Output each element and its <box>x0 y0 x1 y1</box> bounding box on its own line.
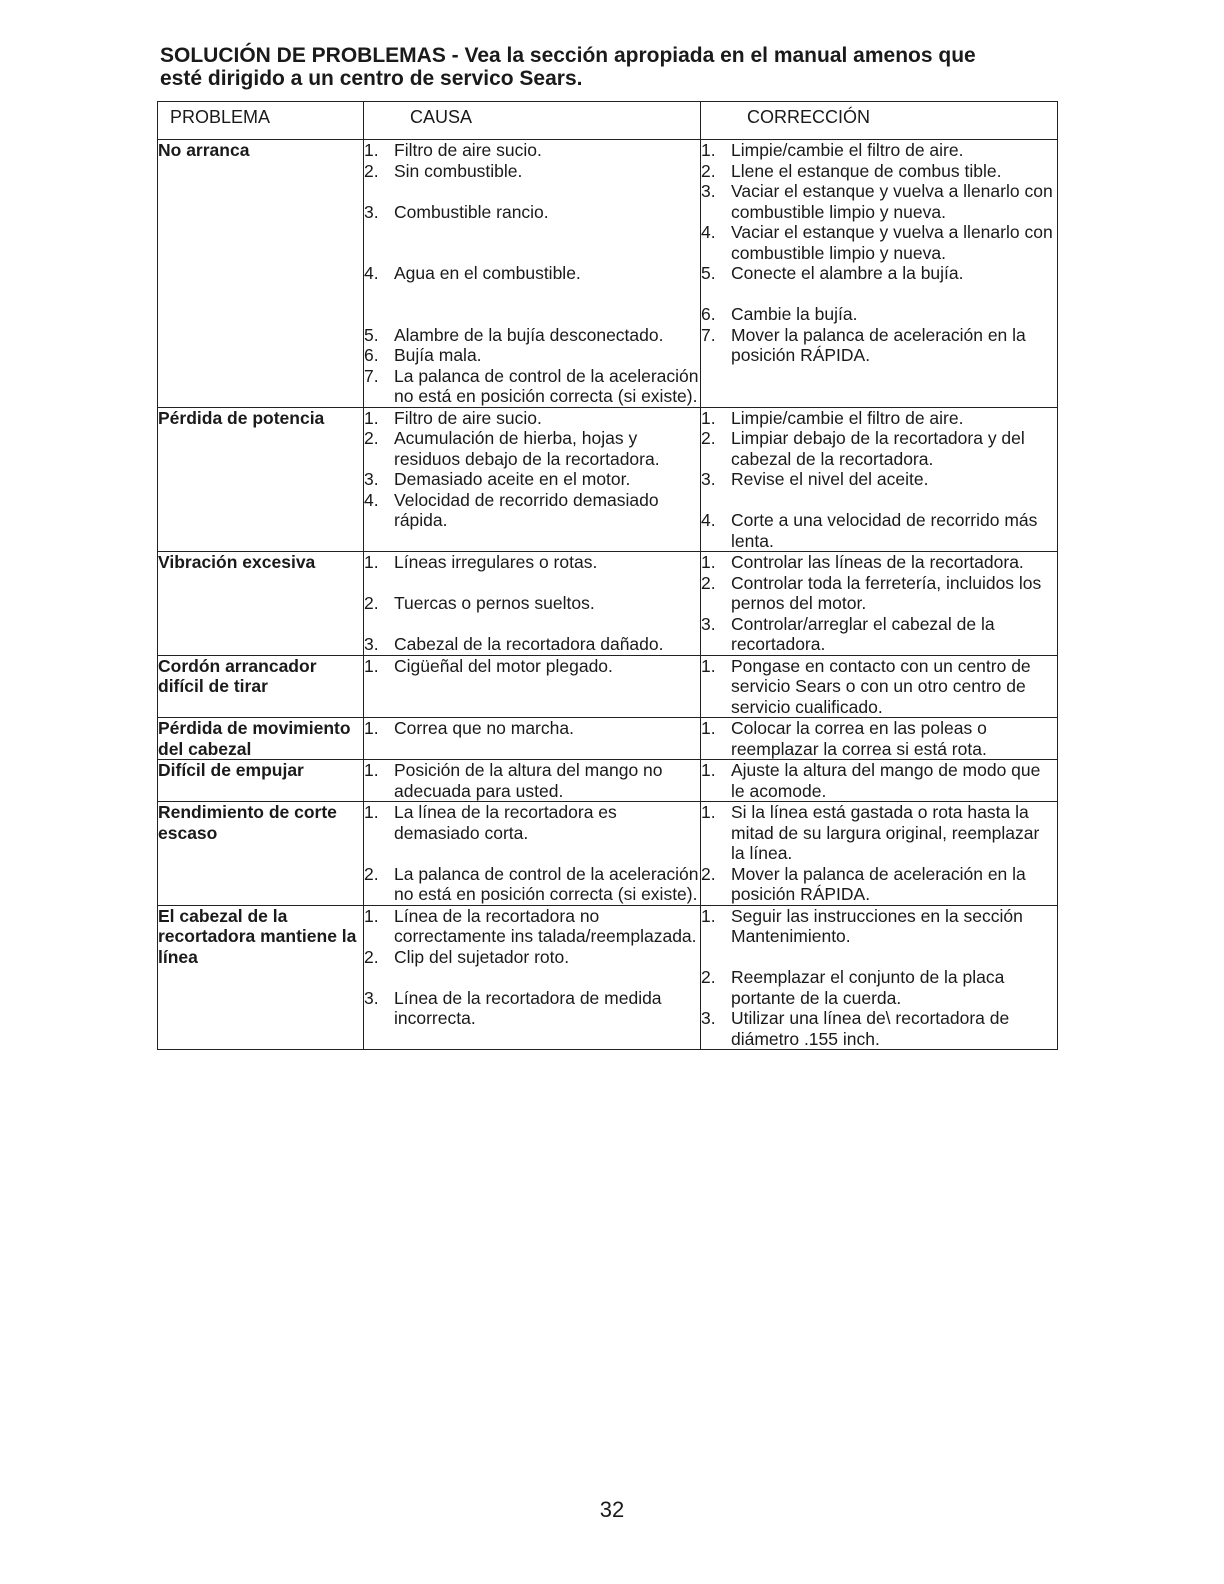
correction-item <box>701 222 1057 263</box>
cause-number: 1. <box>364 802 379 822</box>
table-row <box>158 718 1058 760</box>
cause-item <box>364 202 700 223</box>
problem-cell <box>158 655 364 718</box>
cause-item <box>364 552 700 573</box>
cause-text: Alambre de la bujía desconectado. <box>394 324 664 345</box>
correction-text: Corte a una velocidad de recorrido más lenta. <box>731 510 1038 551</box>
cause-number: 5. <box>364 324 379 345</box>
cause-number: 4. <box>364 489 379 510</box>
cause-item <box>364 161 700 182</box>
correction-cell <box>701 552 1058 656</box>
cause-text: Acumulación de hierba, hojas y residuos debajo de la recortadora. <box>394 428 660 469</box>
cause-number: 1. <box>364 905 379 926</box>
correction-text: Colocar la correa en las poleas o reemplazar la correa si está rota. <box>731 718 987 759</box>
cause-item <box>364 718 700 739</box>
correction-item <box>701 967 1057 1008</box>
page-heading <box>160 44 1060 90</box>
cause-number: 1. <box>364 140 379 160</box>
cause-cell <box>364 802 701 906</box>
cause-text: Correa que no marcha. <box>394 718 574 738</box>
correction-number: 2. <box>701 967 716 987</box>
cause-cell <box>364 655 701 718</box>
correction-text: Reemplazar el conjunto de la placa portante de la cuerda. <box>731 967 1005 1008</box>
cause-text: La línea de la recortadora es demasiado corta. <box>394 802 617 843</box>
correction-text: Controlar toda la ferretería, incluidos los pernos del motor. <box>731 572 1042 613</box>
correction-cell <box>701 407 1058 552</box>
cause-item <box>364 469 700 490</box>
cause-item <box>364 345 700 366</box>
correction-text: Controlar/arreglar el cabezal de la recortadora. <box>731 613 995 654</box>
correction-item <box>701 906 1057 947</box>
correction-item <box>701 325 1057 366</box>
cause-number: 1. <box>364 655 379 676</box>
cause-number: 4. <box>364 263 379 283</box>
troubleshooting-table <box>157 101 1058 1050</box>
problem-label: El cabezal de la recortadora mantiene la línea <box>158 905 357 967</box>
correction-text: Limpie/cambie el filtro de aire. <box>731 407 964 428</box>
cause-cell <box>364 718 701 760</box>
correction-number: 4. <box>701 222 716 242</box>
cause-item <box>364 988 700 1029</box>
cause-item <box>364 864 700 905</box>
cause-item <box>364 325 700 346</box>
correction-number: 4. <box>701 510 716 530</box>
cause-text: La palanca de control de la aceleración no está en posición correcta (si existe). <box>394 365 699 406</box>
correction-item <box>701 304 1057 325</box>
correction-number: 3. <box>701 181 716 201</box>
correction-text: Mover la palanca de aceleración en la posición RÁPIDA. <box>731 863 1026 904</box>
cause-number: 3. <box>364 987 379 1008</box>
cause-item <box>364 428 700 469</box>
table-row <box>158 905 1058 1050</box>
problem-label: No arranca <box>158 140 250 160</box>
page-number: 32 <box>599 1497 625 1522</box>
problem-cell <box>158 407 364 552</box>
correction-item <box>701 802 1057 864</box>
correction-number: 2. <box>701 160 716 181</box>
heading-line-2: esté dirigido a un centro de servico Sears. <box>160 67 583 90</box>
table-row <box>158 655 1058 718</box>
cause-cell <box>364 552 701 656</box>
cause-item <box>364 802 700 843</box>
table-row <box>158 760 1058 802</box>
correction-item <box>701 181 1057 222</box>
cause-cell <box>364 760 701 802</box>
correction-item <box>701 864 1057 905</box>
correction-number: 2. <box>701 428 716 448</box>
correction-number: 5. <box>701 263 716 283</box>
correction-item <box>701 718 1057 759</box>
correction-text: Ajuste la altura del mango de modo que le acomode. <box>731 760 1041 801</box>
correction-text: Cambie la bujía. <box>731 304 858 324</box>
cause-item <box>364 408 700 429</box>
problem-cell <box>158 802 364 906</box>
cause-number: 2. <box>364 946 379 967</box>
correction-item <box>701 510 1057 551</box>
problem-label: Cordón arrancador difícil de tirar <box>158 655 317 696</box>
cause-text: Cabezal de la recortadora dañado. <box>394 634 664 654</box>
problem-cell <box>158 718 364 760</box>
correction-number: 2. <box>701 572 716 593</box>
header-correction: CORRECCIÓN <box>701 102 1058 140</box>
cause-item <box>364 140 700 161</box>
correction-number: 1. <box>701 655 716 676</box>
correction-item <box>701 428 1057 469</box>
problem-label: Pérdida de potencia <box>158 407 325 428</box>
problem-cell <box>158 760 364 802</box>
cause-item <box>364 634 700 655</box>
cause-number: 3. <box>364 201 379 222</box>
cause-text: La palanca de control de la aceleración no está en posición correcta (si existe). <box>394 863 699 904</box>
problem-label: Difícil de empujar <box>158 760 304 780</box>
cause-text: Filtro de aire sucio. <box>394 407 542 428</box>
cause-number: 1. <box>364 718 379 738</box>
cause-number: 2. <box>364 863 379 884</box>
correction-number: 1. <box>701 407 716 428</box>
heading-line-1: SOLUCIÓN DE PROBLEMAS - Vea la sección apropiada en el manual amenos que <box>160 44 976 67</box>
cause-number: 1. <box>364 552 379 572</box>
correction-text: Mover la palanca de aceleración en la posición RÁPIDA. <box>731 324 1026 365</box>
correction-item <box>701 469 1057 490</box>
cause-text: Posición de la altura del mango no adecuada para usted. <box>394 760 663 801</box>
correction-number: 1. <box>701 905 716 926</box>
correction-text: Pongase en contacto con un centro de servicio Sears o con un otro centro de servicio cualificado. <box>731 655 1031 717</box>
problem-cell <box>158 140 364 408</box>
cause-text: Línea de la recortadora de medida incorrecta. <box>394 987 662 1028</box>
correction-text: Vaciar el estanque y vuelva a llenarlo con combustible limpio y nueva. <box>731 181 1053 222</box>
table-row <box>158 407 1058 552</box>
correction-number: 1. <box>701 802 716 822</box>
correction-text: Revise el nivel del aceite. <box>731 469 929 489</box>
cause-number: 3. <box>364 469 379 489</box>
cause-text: Líneas irregulares o rotas. <box>394 552 598 572</box>
cause-item <box>364 263 700 284</box>
table-header-row <box>158 102 1058 140</box>
correction-number: 1. <box>701 552 716 572</box>
cause-item <box>364 593 700 614</box>
correction-text: Controlar las líneas de la recortadora. <box>731 552 1024 572</box>
correction-item <box>701 140 1057 161</box>
correction-number: 6. <box>701 304 716 324</box>
correction-item <box>701 408 1057 429</box>
problem-label: Pérdida de movimiento del cabezal <box>158 718 351 759</box>
correction-cell <box>701 655 1058 718</box>
header-cause: CAUSA <box>364 102 701 140</box>
cause-text: Clip del sujetador roto. <box>394 946 570 967</box>
correction-item <box>701 573 1057 614</box>
correction-number: 1. <box>701 140 716 160</box>
cause-cell <box>364 140 701 408</box>
correction-number: 3. <box>701 1008 716 1028</box>
correction-item <box>701 1008 1057 1049</box>
cause-number: 7. <box>364 365 379 386</box>
correction-number: 3. <box>701 613 716 634</box>
correction-text: Llene el estanque de combus tible. <box>731 160 1002 181</box>
correction-number: 2. <box>701 863 716 884</box>
cause-cell <box>364 407 701 552</box>
cause-text: Tuercas o pernos sueltos. <box>394 593 595 613</box>
cause-item <box>364 760 700 801</box>
cause-number: 2. <box>364 160 379 181</box>
correction-item <box>701 656 1057 718</box>
correction-text: Si la línea está gastada o rota hasta la mitad de su largura original, reemplazar la línea. <box>731 802 1040 863</box>
correction-item <box>701 263 1057 284</box>
correction-number: 1. <box>701 760 716 780</box>
header-problem: PROBLEMA <box>158 102 364 140</box>
correction-number: 7. <box>701 324 716 345</box>
table-row <box>158 140 1058 408</box>
problem-label: Vibración excesiva <box>158 552 316 572</box>
table-row <box>158 552 1058 656</box>
correction-text: Limpiar debajo de la recortadora y del cabezal de la recortadora. <box>731 428 1025 469</box>
correction-number: 3. <box>701 469 716 489</box>
cause-item <box>364 947 700 968</box>
cause-text: Velocidad de recorrido demasiado rápida. <box>394 489 659 530</box>
correction-text: Utilizar una línea de\ recortadora de diámetro .155 inch. <box>731 1008 1010 1049</box>
correction-item <box>701 760 1057 801</box>
correction-number: 1. <box>701 718 716 738</box>
cause-text: Bujía mala. <box>394 345 482 365</box>
cause-text: Filtro de aire sucio. <box>394 140 542 160</box>
cause-text: Agua en el combustible. <box>394 263 581 283</box>
cause-number: 2. <box>364 428 379 448</box>
table-body <box>158 140 1058 1050</box>
correction-cell <box>701 718 1058 760</box>
cause-text: Sin combustible. <box>394 160 523 181</box>
correction-text: Seguir las instrucciones en la sección Mantenimiento. <box>731 905 1023 946</box>
cause-text: Demasiado aceite en el motor. <box>394 469 631 489</box>
problem-label: Rendimiento de corte escaso <box>158 802 337 843</box>
correction-text: Limpie/cambie el filtro de aire. <box>731 140 964 160</box>
table-row <box>158 802 1058 906</box>
problem-cell <box>158 552 364 656</box>
cause-text: Cigüeñal del motor plegado. <box>394 655 613 676</box>
correction-text: Vaciar el estanque y vuelva a llenarlo con combustible limpio y nueva. <box>731 222 1053 263</box>
cause-item <box>364 906 700 947</box>
cause-text: Combustible rancio. <box>394 201 549 222</box>
problem-cell <box>158 905 364 1050</box>
cause-item <box>364 656 700 677</box>
correction-text: Conecte el alambre a la bujía. <box>731 263 964 283</box>
cause-number: 3. <box>364 634 379 654</box>
cause-item <box>364 366 700 407</box>
cause-number: 1. <box>364 407 379 428</box>
cause-number: 1. <box>364 760 379 780</box>
correction-item <box>701 552 1057 573</box>
cause-text: Línea de la recortadora no correctamente ins talada/reemplazada. <box>394 905 697 946</box>
correction-item <box>701 161 1057 182</box>
correction-item <box>701 614 1057 655</box>
correction-cell <box>701 905 1058 1050</box>
cause-number: 2. <box>364 593 379 613</box>
correction-cell <box>701 802 1058 906</box>
cause-number: 6. <box>364 345 379 365</box>
correction-cell <box>701 760 1058 802</box>
correction-cell <box>701 140 1058 408</box>
cause-item <box>364 490 700 531</box>
cause-cell <box>364 905 701 1050</box>
